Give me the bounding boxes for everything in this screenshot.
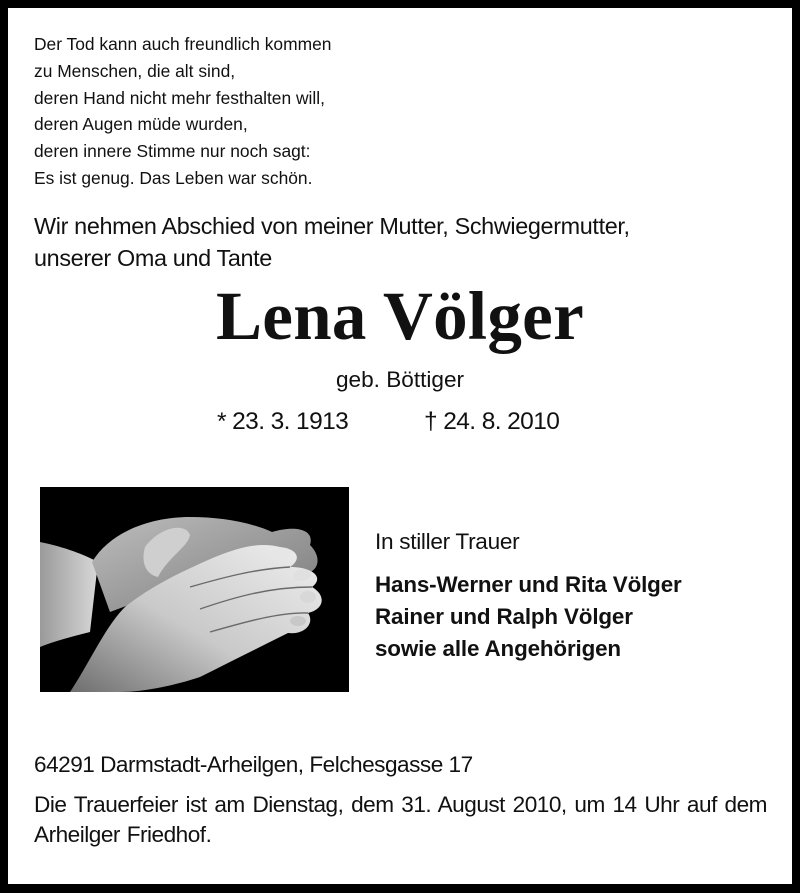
mourners-list — [375, 569, 682, 665]
poem-line: deren Hand nicht mehr festhalten will, — [34, 87, 325, 108]
poem-line: zu Menschen, die alt sind, — [34, 60, 236, 81]
intro-line: unserer Oma und Tante — [34, 245, 272, 271]
birth-date: * 23. 3. 1913 — [217, 408, 349, 435]
praying-hands-icon — [40, 487, 349, 692]
mourner-line: sowie alle Angehörigen — [375, 636, 621, 661]
mourner-line: Rainer und Ralph Völger — [375, 604, 633, 629]
mourning-label: In stiller Trauer — [375, 529, 520, 554]
maiden-name: geb. Böttiger — [335, 367, 465, 392]
poem — [34, 31, 331, 192]
intro-line: Wir nehmen Abschied von meiner Mutter, Schwiegermutter, — [34, 213, 630, 239]
poem-line: Es ist genug. Das Leben war schön. — [34, 167, 313, 188]
obituary-notice — [8, 8, 792, 884]
praying-hands-photo — [40, 487, 349, 692]
poem-line: deren Augen müde wurden, — [34, 114, 248, 135]
funeral-notice: Die Trauerfeier ist am Dienstag, dem 31. August 2010, um 14 Uhr auf dem Arheilger Friedhof. — [34, 792, 767, 847]
deceased-name: Lena Völger — [215, 278, 585, 354]
address: 64291 Darmstadt-Arheilgen, Felchesgasse 17 — [34, 752, 473, 777]
death-date: † 24. 8. 2010 — [424, 408, 560, 435]
poem-line: Der Tod kann auch freundlich kommen — [34, 34, 332, 54]
farewell-intro — [34, 210, 630, 274]
poem-line: deren innere Stimme nur noch sagt: — [34, 141, 311, 162]
mourner-line: Hans-Werner und Rita Völger — [375, 572, 682, 597]
